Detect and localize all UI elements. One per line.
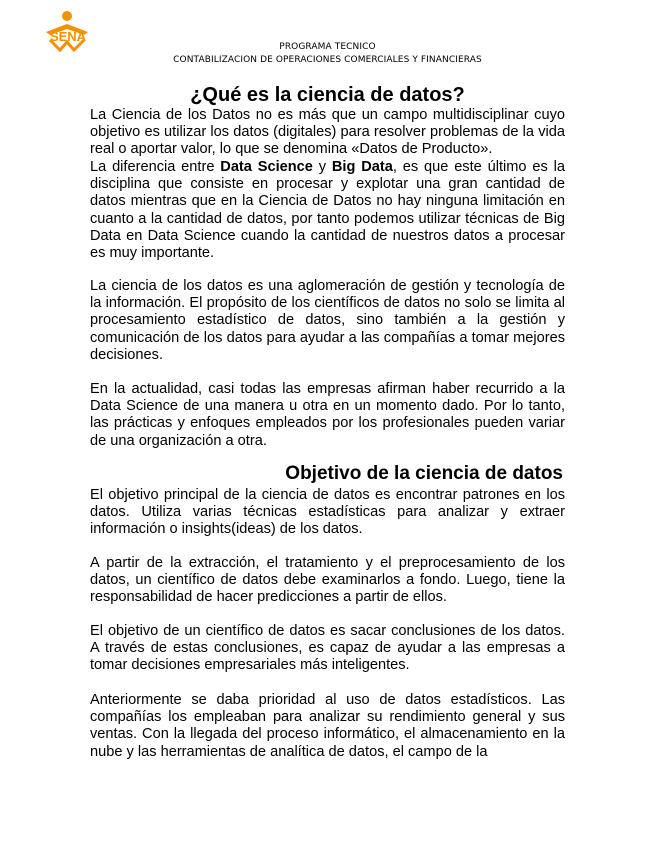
section-heading: Objetivo de la ciencia de datos: [285, 463, 563, 484]
paragraph-7: El objetivo de un científico de datos es sacar conclusiones de los datos. A través de estas conclusiones, es capaz de ayudar a las empresas a tomar decisiones empresariales más inteligentes.: [90, 623, 565, 674]
paragraph-3: La ciencia de los datos es una aglomeración de gestión y tecnología de la información. El propósito de los científicos de datos no solo se limita al procesamiento estadístico de datos, sino también a la gestión y comunicación de los datos para ayudar a las compañías a tomar mejores decisiones.: [90, 278, 565, 363]
header-program: PROGRAMA TECNICO: [279, 42, 376, 52]
logo-text: SENA: [49, 29, 87, 44]
paragraph-2-text: La diferencia entre: [90, 159, 221, 175]
paragraph-2: [90, 159, 565, 262]
term-big-data: Big Data: [331, 159, 393, 175]
paragraph-2-text: , es que este último es la disciplina que consiste en procesar y explotar una gran cantidad de datos mientras que en la Ciencia de Datos no hay ninguna limitación en cuanto a la cantidad de datos, por tanto podemos utilizar técnicas de Big Data en Data Science cuando la cantidad de nuestros datos a procesar es muy importante.: [90, 159, 565, 262]
paragraph-2-text: y: [312, 159, 332, 175]
paragraph-4: En la actualidad, casi todas las empresas afirman haber recurrido a la Data Science de una manera u otra en un momento dado. Por lo tanto, las prácticas y enfoques empleados por los profesionales pueden variar de una organización a otra.: [90, 381, 565, 449]
page-title: ¿Qué es la ciencia de datos?: [190, 84, 465, 106]
paragraph-1: La Ciencia de los Datos no es más que un campo multidisciplinar cuyo objetivo es utilizar los datos (digitales) para resolver problemas de la vida real o aportar valor, lo que se denomina «Datos de Producto».: [90, 107, 565, 158]
paragraph-8: Anteriormente se daba prioridad al uso de datos estadísticos. Las compañías los empleaban para analizar su rendimiento general y sus ventas. Con la llegada del proceso informático, el almacenamiento en la nube y las herramientas de analítica de datos, el campo de la: [90, 692, 565, 760]
header-course: CONTABILIZACION DE OPERACIONES COMERCIALES Y FINANCIERAS: [173, 55, 482, 65]
term-data-science: Data Science: [220, 159, 313, 175]
paragraph-6: A partir de la extracción, el tratamiento y el preprocesamiento de los datos, un científico de datos debe examinarlos a fondo. Luego, tiene la responsabilidad de hacer predicciones a partir de ellos.: [90, 555, 565, 606]
paragraph-5: El objetivo principal de la ciencia de datos es encontrar patrones en los datos. Utiliza varias técnicas estadísticas para analizar y extraer información o insights(ideas) de los datos.: [90, 487, 565, 538]
